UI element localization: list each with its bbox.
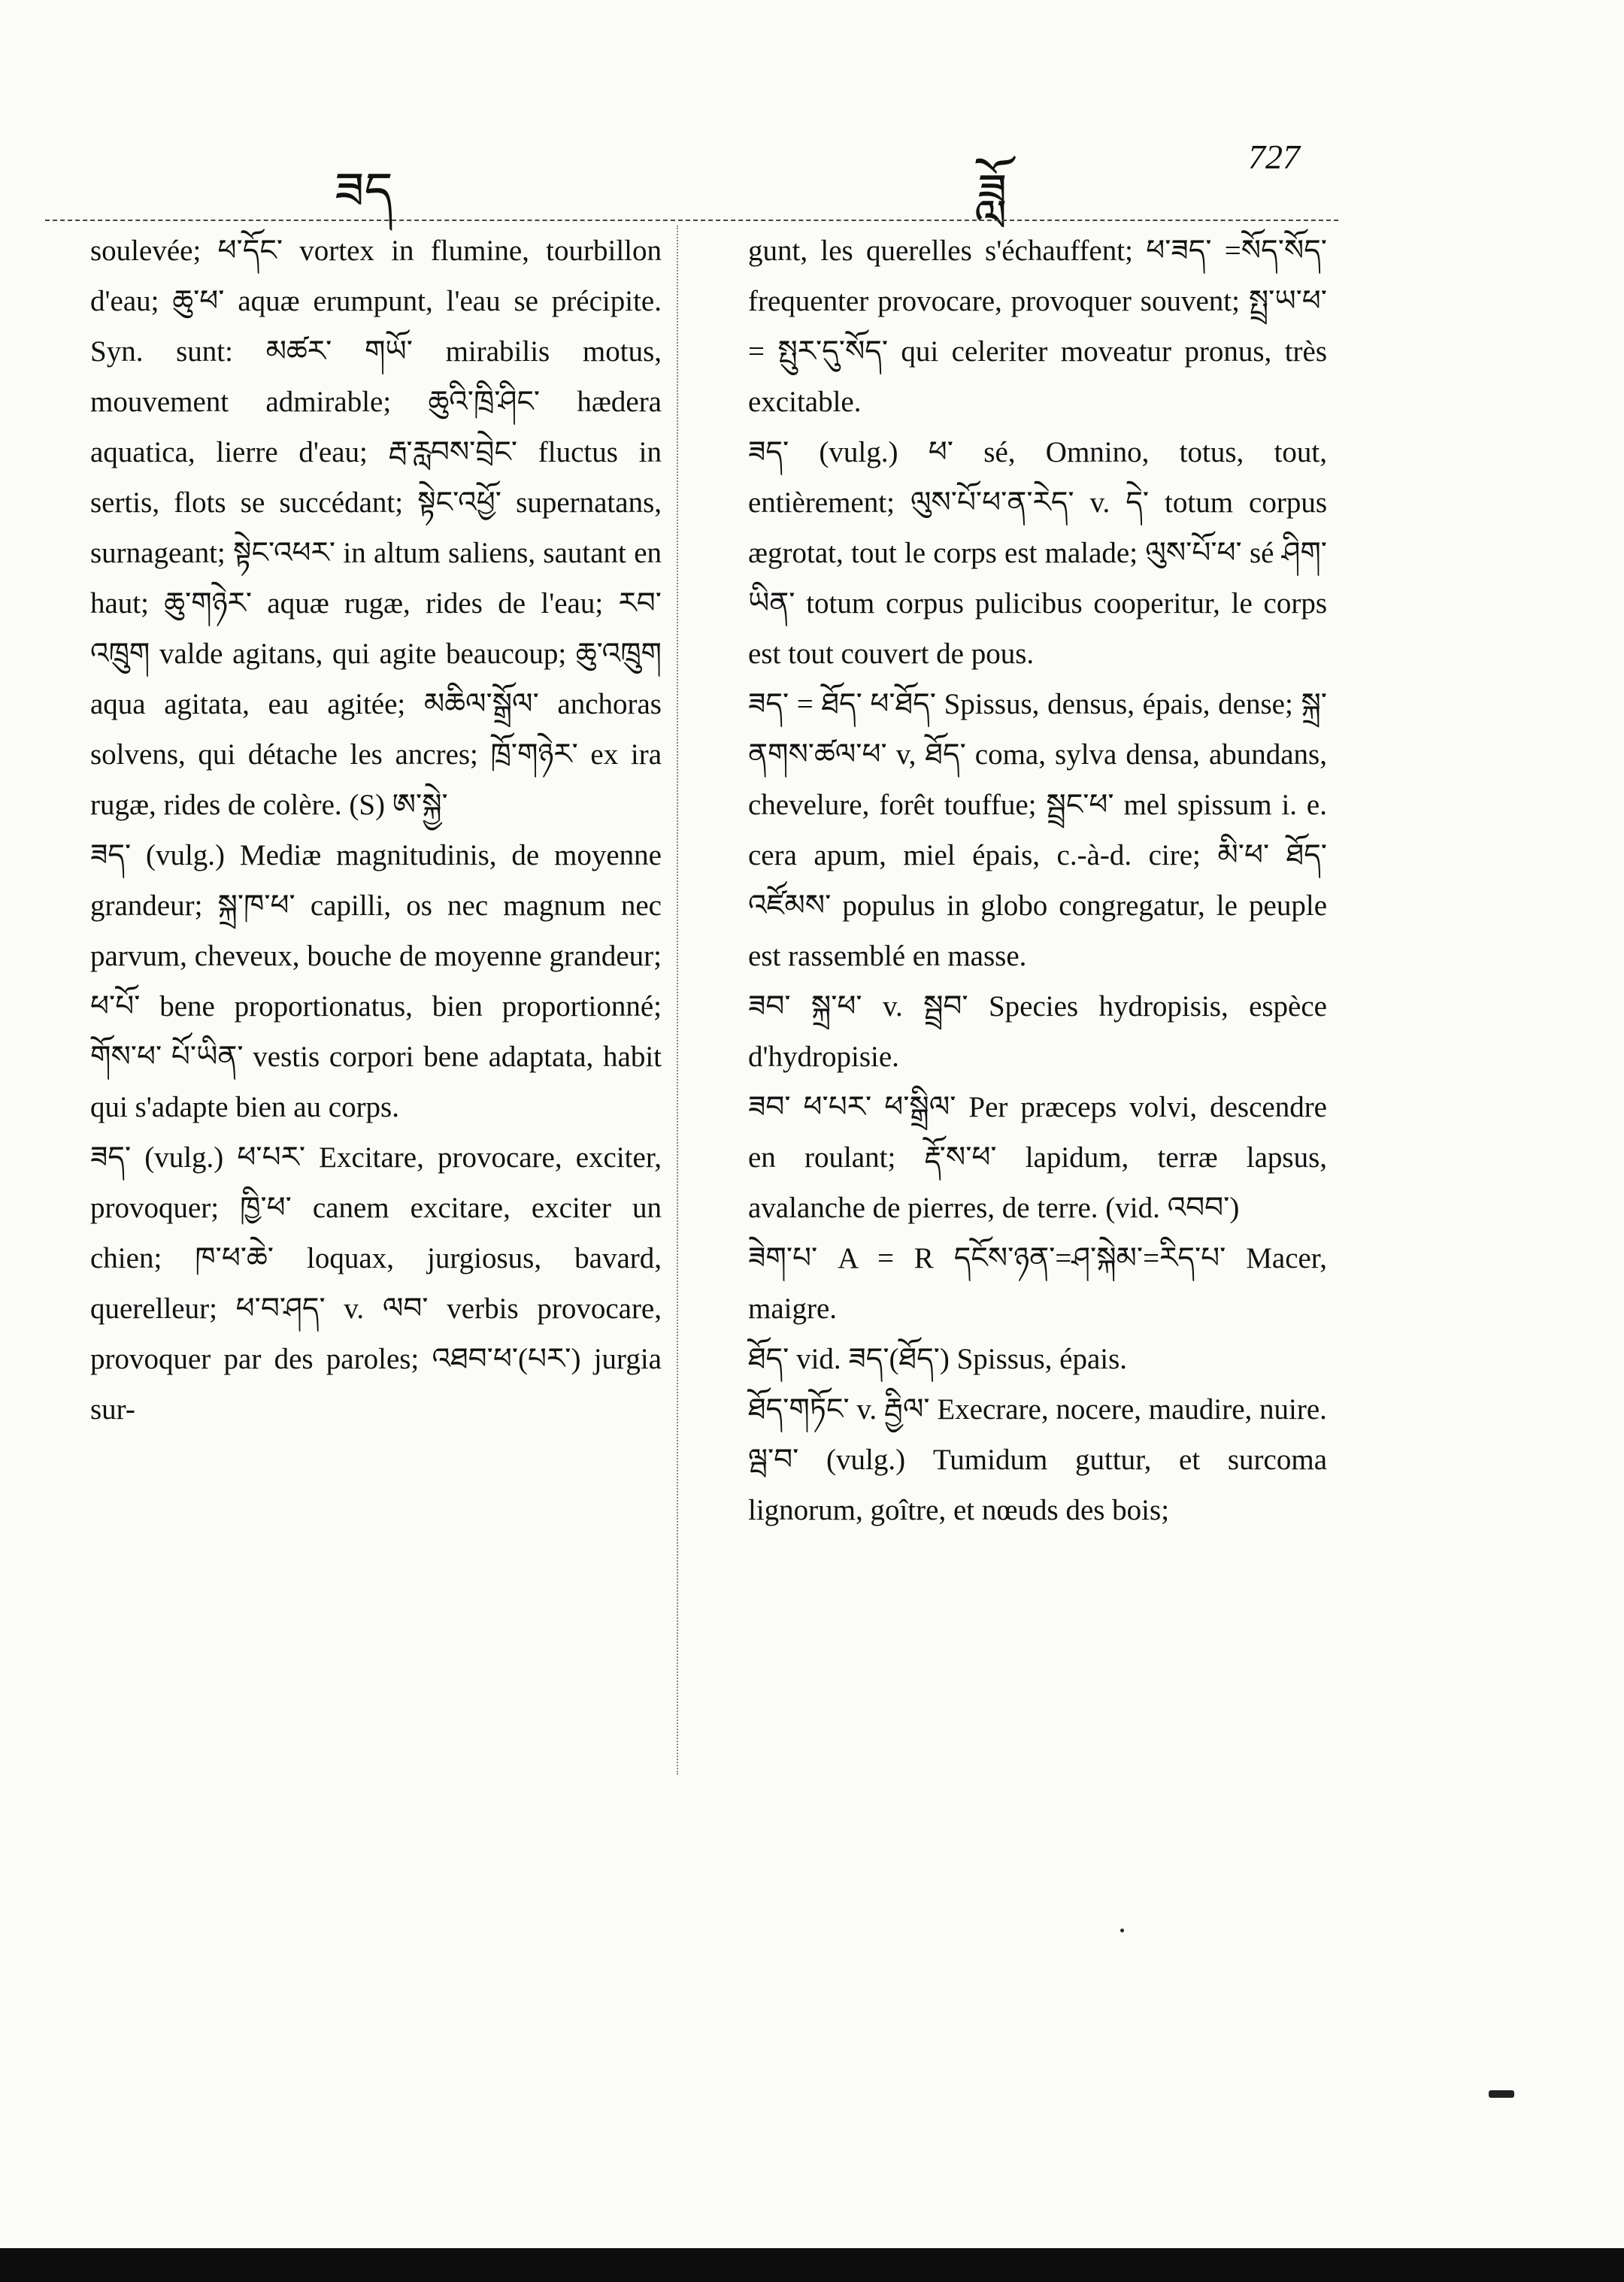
- left-column: [90, 226, 662, 1435]
- speck: [1120, 1929, 1124, 1932]
- header-rule: [45, 220, 1338, 221]
- left-running-headword: ཟད: [335, 164, 393, 219]
- dictionary-entry: ཟབ་ སྐྲ་ཕ་ v. སྦྲབ་ Species hydropisis, espèce d'hydropisie.: [748, 990, 1327, 1073]
- dictionary-entry: ཟེག་པ་ A = R དངོས་ཉན་=ཤ་སྐེམ་=རིད་པ་ Macer, maigre.: [748, 1242, 1327, 1325]
- dictionary-entry: ཐོད་གཏོང་ v. རྦྱིལ་ Execrare, nocere, maudire, nuire.: [748, 1393, 1327, 1426]
- page-number: 727: [1248, 138, 1300, 176]
- center-running-headword: ཟློ: [977, 165, 1007, 220]
- dictionary-entry: ཟད་ = ཐོད་ ཕ་ཐོད་ Spissus, densus, épais, dense; སྐྲ་ནགས་ཚལ་ཕ་ v, ཐོད་ coma, sylva densa, abundans, chevelure, forêt touffue; སྦྲང་ཕ་ mel spissum i. e. cera apum, miel épais, c.-à-d. cire; མི་ཕ་ ཐོད་འཛོམས་ populus in globo congregatur, le peuple est rassemblé en masse.: [748, 688, 1327, 972]
- dictionary-entry: ཐོད་ vid. ཟད་(ཐོད་) Spissus, épais.: [748, 1343, 1128, 1375]
- dictionary-entry: ཟབ་ ཕ་པར་ ཕ་སྒྲིལ་ Per præceps volvi, descendre en roulant; རྡོ་ས་ཕ་ lapidum, terræ lapsus, avalanche de pierres, de terre. (vid. འབབ་): [748, 1091, 1327, 1224]
- dictionary-entry: ཟད་ (vulg.) ཕ་ sé, Omnino, totus, tout, entièrement; ལུས་པོ་ཕ་ན་རེད་ v. དེ་ totum corpus ægrotat, tout le corps est malade; ལུས་པོ་ཕ་ sé ཤིག་ཡིན་ totum corpus pulicibus cooperitur, le corps est tout couvert de pous.: [748, 436, 1327, 670]
- dictionary-entry: ལྦ་བ་ (vulg.) Tumidum guttur, et surcoma lignorum, goître, et nœuds des bois;: [748, 1444, 1327, 1526]
- printer-mark: [1489, 2090, 1514, 2098]
- entry-continuation: gunt, les querelles s'échauffent; ཕ་ཟད་ =སོད་སོད་ frequenter provocare, provoquer souvent; སྤྲ་ཡ་ཕ་ = སྤུར་དུ་སོད་ qui celeriter moveatur pronus, très excitable.: [748, 235, 1327, 418]
- entry-continuation: soulevée; ཕ་དོང་ vortex in flumine, tourbillon d'eau; ཆུ་ཕ་ aquæ erumpunt, l'eau se précipite. Syn. sunt: མཚར་ གཡོ་ mirabilis motus, mouvement admirable; ཆུའི་ཁྲི་ཤིང་ hædera aquatica, lierre d'eau; རྦ་རླབས་བྲེང་ fluctus in sertis, flots se succédant; སྟེང་འཕྱོ་ supernatans, surnageant; སྟེང་འཕར་ in altum saliens, sautant en haut; ཆུ་གཉེར་ aquæ rugæ, rides de l'eau; རབ་འཁྲུག valde agitans, qui agite beaucoup; ཆུ་འཁྲུག aqua agitata, eau agitée; མཆིལ་སྒྲོལ་ anchoras solvens, qui détache les ancres; ཁྲོ་གཉེར་ ex ira rugæ, rides de colère. (S) ཨ་སྐྱེ་: [90, 235, 662, 821]
- page-header: [0, 113, 1624, 220]
- scan-edge-bar: [0, 2248, 1624, 2282]
- dictionary-entry: ཟད་ (vulg.) Mediæ magnitudinis, de moyenne grandeur; སྐྲ་ཁ་ཕ་ capilli, os nec magnum nec parvum, cheveux, bouche de moyenne grandeur; ཕ་པོ་ bene proportionatus, bien proportionné; གོས་ཕ་ པོ་ཡིན་ vestis corpori bene adaptata, habit qui s'adapte bien au corps.: [90, 839, 662, 1123]
- dictionary-entry: ཟད་ (vulg.) ཕ་པར་ Excitare, provocare, exciter, provoquer; ཁྱི་ཕ་ canem excitare, exciter un chien; ཁ་ཕ་ཆེ་ loquax, jurgiosus, bavard, querelleur; ཕ་བ་ཤད་ v. ལབ་ verbis provocare, provoquer par des paroles; འཐབ་ཕ་(པར་) jurgia sur-: [90, 1141, 662, 1426]
- column-divider: [677, 226, 678, 1774]
- right-column: [748, 226, 1327, 1535]
